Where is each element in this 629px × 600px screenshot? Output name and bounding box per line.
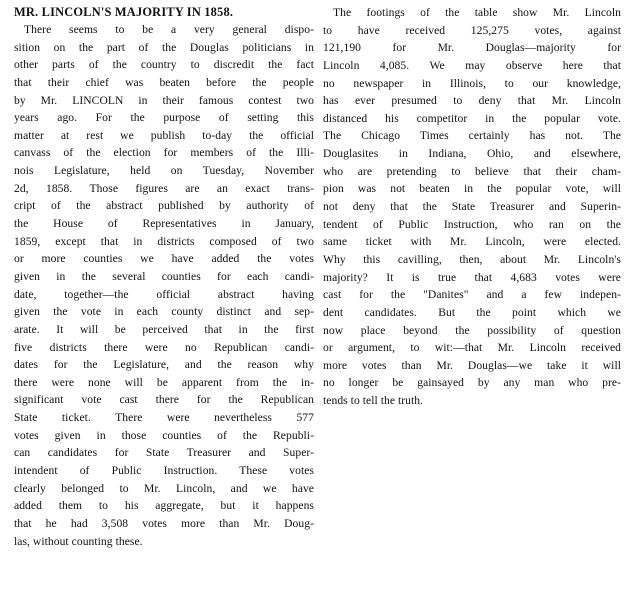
article-line: added them to his aggregate, but it happens [14,499,314,513]
article-line: there were none will be apparent from the in- [14,375,314,389]
article-line: more votes than Mr. Douglas—we take it will [323,358,621,372]
article-line: significant vote cast there for the Republican [14,393,314,407]
article-line: nois Legislature, held on Tuesday, November [14,164,314,178]
article-line: clearly belonged to Mr. Lincoln, and we have [14,481,314,495]
article-line: same ticket with Mr. Lincoln, were elected. [323,235,621,249]
article-line: by Mr. LINCOLN in their famous contest two [14,93,314,107]
article-line: or argument, to wit:—that Mr. Lincoln received [323,341,621,355]
article-line: five districts there were no Republican candi- [14,340,314,354]
article-line: Lincoln 4,085. We may observe here that [323,58,621,72]
article-line: who are pretending to believe that their cham- [323,164,621,178]
article-line: years ago. For the purpose of setting this [14,111,314,125]
article-line: cript of the abstract published by authority of [14,199,314,213]
article-line: cast for the "Danites" and a few indepen- [323,288,621,302]
article-line: las, without counting these. [14,534,143,548]
article-line: given in the several counties for each candi- [14,269,314,283]
article-line: dent candidates. But the point which we [323,305,621,319]
article-line: given the vote in each county distinct and sep- [14,305,314,319]
right-column [323,4,621,410]
article-line: State ticket. There were nevertheless 577 [14,411,314,425]
article-line: other parts of the country to discredit the fact [14,58,314,72]
article-line: 121,190 for Mr. Douglas—majority for [323,41,621,55]
article-line: distanced his competitor in the popular vote. [323,111,621,125]
article-line: has ever presumed to deny that Mr. Lincoln [323,94,621,108]
article-line: dates for the Legislature, and the reason why [14,358,314,372]
article-headline: MR. LINCOLN'S MAJORITY IN 1858. [14,5,234,19]
article-line: to have received 125,275 votes, against [323,23,621,37]
article-line: 1859, except that in districts composed of two [14,234,314,248]
article-line: 2d, 1858. Those figures are an exact trans- [14,181,314,195]
article-line: The Chicago Times certainly has not. The [323,129,621,143]
article-line: can candidates for State Treasurer and Super- [14,446,314,460]
article-line: intendent of Public Instruction. These votes [14,464,314,478]
article-line: now place beyond the possibility of question [323,323,621,337]
left-column [14,4,314,550]
article-line: date, together—the official abstract having [14,287,314,301]
article-line: that he had 3,508 votes more than Mr. Doug- [14,516,314,530]
article-line: votes given in those counties of the Republi- [14,428,314,442]
article-line: no longer be gainsayed by any man who pre- [323,376,621,390]
article-line: or more counties we have added the votes [14,252,314,266]
article-line: that their chief was beaten before the people [14,75,314,89]
article-line: the House of Representatives in January, [14,217,314,231]
article-line: not deny that the State Treasurer and Superin- [323,200,621,214]
article-line: Douglasites in Indiana, Ohio, and elsewhere, [323,147,621,161]
article-line: sition on the part of the Douglas politicians in [14,40,314,54]
article-line: pion was not beaten in the popular vote, will [323,182,621,196]
article-line: matter at rest we publish to-day the official [14,128,314,142]
article-line: arate. It will be perceived that in the first [14,322,314,336]
article-line: majority? It is true that 4,683 votes were [323,270,621,284]
article-line: There seems to be a very general dispo- [24,23,314,36]
article-line: tends to tell the truth. [323,394,424,408]
article-line: canvass of the election for members of the Illi- [14,146,314,160]
article-line: Why this cavilling, then, about Mr. Lincoln's [323,252,621,266]
article-line: tendent of Public Instruction, who ran on the [323,217,621,231]
article-line: no newspaper in Illinois, to our knowledge, [323,76,621,90]
article-line: The footings of the table show Mr. Lincoln [333,6,621,19]
